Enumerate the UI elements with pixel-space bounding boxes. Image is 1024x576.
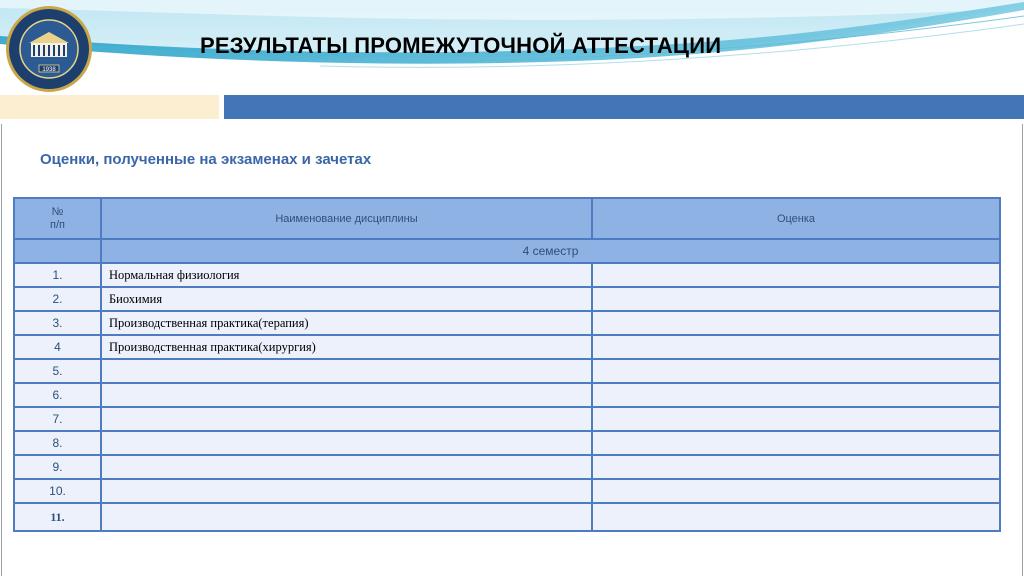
row-grade [592, 455, 1000, 479]
semester-spacer-cell [14, 239, 101, 263]
row-number: 9. [14, 455, 101, 479]
logo-year: 1938 [42, 67, 56, 73]
row-discipline-name [101, 407, 592, 431]
row-discipline-name: Нормальная физиология [101, 263, 592, 287]
frame-line-right [1022, 124, 1023, 576]
semester-row [14, 239, 1000, 263]
row-number: 4 [14, 335, 101, 359]
row-discipline-name [101, 431, 592, 455]
header-number-line1: № [51, 205, 64, 218]
row-number: 8. [14, 431, 101, 455]
header-discipline: Наименование дисциплины [101, 198, 592, 239]
table-row [14, 335, 1000, 359]
row-grade [592, 407, 1000, 431]
row-discipline-name: Производственная практика(хирургия) [101, 335, 592, 359]
section-subtitle: Оценки, полученные на экзаменах и зачетах [40, 151, 372, 168]
semester-label: 4 семестр [101, 239, 1000, 263]
row-discipline-name [101, 479, 592, 503]
header-number [14, 198, 101, 239]
header-grade: Оценка [592, 198, 1000, 239]
row-discipline-name: Биохимия [101, 287, 592, 311]
row-number: 5. [14, 359, 101, 383]
row-grade [592, 263, 1000, 287]
university-emblem-logo [5, 5, 93, 93]
table-row [14, 503, 1000, 531]
row-grade [592, 335, 1000, 359]
table-row [14, 263, 1000, 287]
table-row [14, 479, 1000, 503]
row-grade [592, 311, 1000, 335]
row-discipline-name [101, 359, 592, 383]
row-grade [592, 359, 1000, 383]
row-number: 2. [14, 287, 101, 311]
row-grade [592, 287, 1000, 311]
row-discipline-name: Производственная практика(терапия) [101, 311, 592, 335]
row-number: 10. [14, 479, 101, 503]
frame-line-left [1, 124, 2, 576]
row-discipline-name [101, 383, 592, 407]
table-row [14, 383, 1000, 407]
table-row [14, 407, 1000, 431]
row-number: 11. [14, 503, 101, 531]
row-number: 3. [14, 311, 101, 335]
table-header-row [14, 198, 1000, 239]
row-number: 6. [14, 383, 101, 407]
table-row [14, 311, 1000, 335]
table-row [14, 455, 1000, 479]
grades-table [13, 197, 1001, 532]
row-discipline-name [101, 455, 592, 479]
row-number: 7. [14, 407, 101, 431]
table-row [14, 431, 1000, 455]
row-number: 1. [14, 263, 101, 287]
accent-band-left [0, 95, 219, 119]
row-discipline-name [101, 503, 592, 531]
row-grade [592, 431, 1000, 455]
table-row [14, 359, 1000, 383]
table-row [14, 287, 1000, 311]
row-grade [592, 383, 1000, 407]
accent-band-right [224, 95, 1024, 119]
header-number-line2: п/п [50, 218, 65, 231]
page-title: РЕЗУЛЬТАТЫ ПРОМЕЖУТОЧНОЙ АТТЕСТАЦИИ [200, 33, 722, 58]
row-grade [592, 503, 1000, 531]
row-grade [592, 479, 1000, 503]
